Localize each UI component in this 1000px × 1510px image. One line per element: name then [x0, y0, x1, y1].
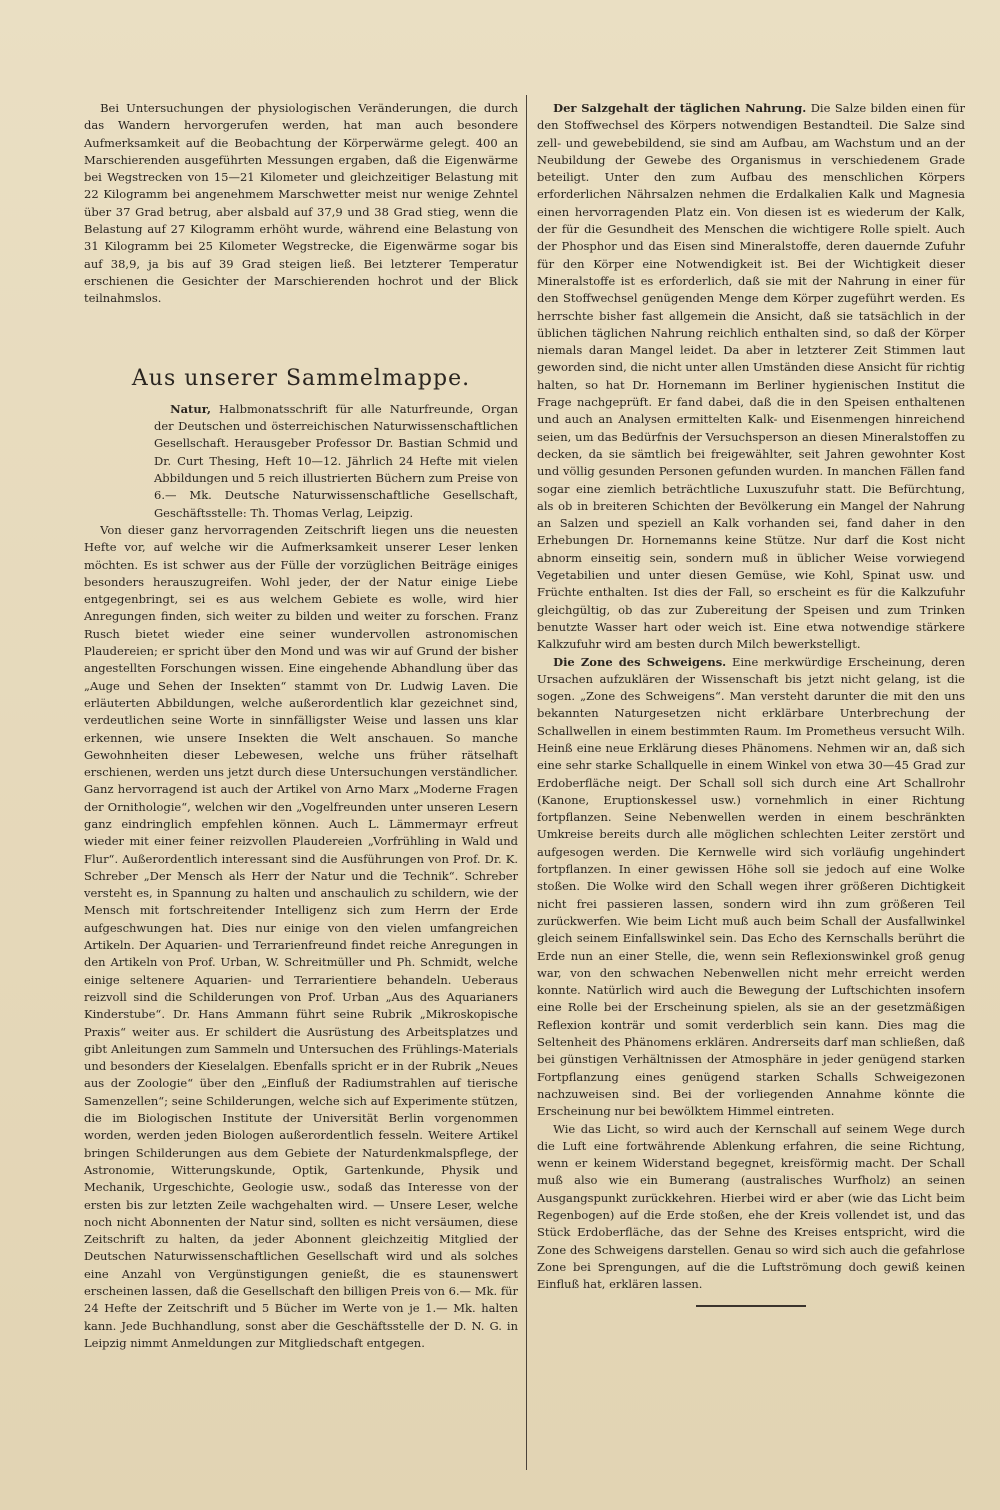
end-rule — [696, 1305, 806, 1307]
right-column — [537, 100, 965, 1307]
body-temperature-paragraph: Bei Untersuchungen der physiologischen Veränderungen, die durch das Wandern hervorgerufen werden, hat man auch besondere Aufmerksamkeit auf die Beobachtung der Körperwärme gelegt. 400 an Marschierenden ausgeführten Messungen ergaben, daß die Eigenwärme bei Wegstrecken von 15—21 Kilometer und gleichzeitiger Belastung mit 22 Kilogramm bei angenehmem Marschwetter meist nur wenige Zehntel über 37 Grad betrug, aber alsbald auf 37,9 und 38 Grad stieg, wenn die Belastung auf 27 Kilogramm erhöht wurde, während eine Belastung von 31 Kilogramm bei 25 Kilometer Wegstrecke, die Eigenwärme sogar bis auf 38,9, ja bis auf 39 Grad steigen ließ. Bei letzterer Temperatur erschienen die Gesichter der Marschierenden hochrot und der Blick teilnahmslos. — [84, 101, 518, 306]
salt-article — [537, 100, 965, 654]
book-entry-details: Halbmonatsschrift für alle Naturfreunde, Organ der Deutschen und österreichischen Naturwissenschaftlichen Gesellschaft. Herausgeber Professor Dr. Bastian Schmid und Dr. Curt Thesing, Heft 10—12. Jährlich 24 Hefte mit vielen Abbildungen und 5 reich illustrierten Büchern zum Preise von 6.— Mk. Deutsche Naturwissenschaftliche Gesellschaft, Geschäftsstelle: Th. Thomas Verlag, Leipzig. — [154, 401, 518, 520]
salt-article-title: Der Salzgehalt der täglichen Nahrung. — [553, 101, 807, 115]
silence-zone-closing-paragraph: Wie das Licht, so wird auch der Kernschall auf seinem Wege durch die Luft eine fortwährende Ablenkung erfahren, die seine Richtung, wenn er keinem Widerstand begegnet, kreisförmig macht. Der Schall muß also wie ein Bumerang (australisches Wurfholz) an seinen Ausgangspunkt zurückkehren. Hierbei wird er aber (wie das Licht beim Regenbogen) auf die Erde stoßen, ehe der Kreis vollendet ist, und das Stück Erdoberfläche, das der Sehne des Kreises entspricht, wird die Zone des Schweigens darstellen. Genau so wird sich auch die gefahrlose Zone bei Sprengungen, auf die die Luftströmung doch gewiß keinen Einfluß hat, erklären lassen. — [537, 1121, 965, 1292]
silence-zone-article — [537, 654, 965, 1121]
left-column — [84, 100, 518, 1352]
column-divider — [526, 95, 527, 1470]
salt-article-text: Die Salze bilden einen für den Stoffwechsel des Körpers notwendigen Bestandteil. Die Salze sind zell- und gewebebildend, sie sind am Aufbau, am Wachstum und an der Neubildung der Gewebe des Organismus in verschiedenem Grade beteiligt. Unter den zum Aufbau des menschlichen Körpers erforderlichen Nährsalzen nehmen die Erdalkalien Kalk und Magnesia einen hervorragenden Platz ein. Von diesen ist es wiederum der Kalk, der für die Gesundheit des Menschen die wichtigere Rolle spielt. Auch der Phosphor und das Eisen sind Mineralstoffe, deren dauernde Zufuhr für den Körper eine Notwendigkeit ist. Bei der Wichtigkeit dieser Mineralstoffe ist es erforderlich, daß sie mit der Nahrung in einer für den Stoffwechsel genügenden Menge dem Körper zugeführt werden. Es herrschte bisher fast allgemein die Ansicht, daß sie tatsächlich in der üblichen täglichen Nahrung reichlich enthalten sind, so daß der Körper niemals daran Mangel leidet. Da aber in letzterer Zeit Stimmen laut geworden sind, die nicht unter allen Umständen diese Ansicht für richtig halten, so hat Dr. Hornemann im Berliner hygienischen Institut die Frage nachgeprüft. Er fand dabei, daß die in den Speisen enthaltenen und auch an Analysen ermittelten Kalk- und Eisenmengen hinreichend seien, um das Bedürfnis der Versuchsperson an diesen Mineralstoffen zu decken, da sie sämtlich bei freigewählter, seit Jahren gewohnter Kost und völlig gesunden Personen gefunden wurden. In manchen Fällen fand sogar eine ziemlich beträchtliche Luxuszufuhr statt. Die Befürchtung, als ob in breiteren Schichten der Bevölkerung ein Mangel der Nahrung an Salzen und speziell an Kalk vorhanden sei, fand daher in den Erhebungen Dr. Hornemanns keine Stütze. Nur darf die Kost nicht abnorm einseitig sein, sondern muß in üblicher Weise vorwiegend Vegetabilien und unter diesen Gemüse, wie Kohl, Spinat usw. und Früchte enthalten. Ist dies der Fall, so erscheint es für die Kalkzufuhr gleichgültig, ob das zur Zubereitung der Speisen und zum Trinken benutzte Wasser hart oder weich ist. Eine etwa notwendige stärkere Kalkzufuhr wird am besten durch Milch bewerkstelligt. — [537, 101, 965, 652]
book-entry-header — [84, 401, 518, 522]
section-title: Aus unserer Sammelmappe. — [131, 365, 471, 391]
silence-zone-text: Eine merkwürdige Erscheinung, deren Ursachen aufzuklären der Wissenschaft bis jetzt nicht gelang, ist die sogen. „Zone des Schweigens“. Man versteht darunter die mit den uns bekannten Naturgesetzen nicht erklärbare Unterbrechung der Schallwellen in einem bestimmten Raum. Im Prometheus versucht Wilh. Heinß eine neue Erklärung dieses Phänomens. Nehmen wir an, daß sich eine sehr starke Schallquelle in einem Winkel von etwa 30—45 Grad zur Erdoberfläche neigt. Der Schall soll sich durch eine Art Schallrohr (Kanone, Eruptionskessel usw.) vornehmlich in einer Richtung fortpflanzen. Seine Nebenwellen werden in einem beschränkten Umkreise bereits durch alle möglichen schlechten Leiter zerstört und aufgesogen werden. Die Kernwelle wird sich vorläufig ungehindert fortpflanzen. In einer gewissen Höhe soll sie jedoch auf eine Wolke stoßen. Die Wolke wird den Schall wegen ihrer größeren Dichtigkeit nicht frei passieren lassen, sondern wird ihn zum größeren Teil zurückwerfen. Wie beim Licht muß auch beim Schall der Ausfallwinkel gleich seinem Einfallswinkel sein. Das Echo des Kernschalls berührt die Erde nun an einer Stelle, die, wenn sein Reflexionswinkel groß genug war, von den schwachen Nebenwellen nicht mehr erreicht werden konnte. Natürlich wird auch die Bewegung der Luftschichten insofern eine Rolle bei der Erscheinung spielen, als sie an der gesetzmäßigen Reflexion konträr und somit verderblich sein kann. Dies mag die Seltenheit des Phänomens erklären. Andrerseits darf man schließen, daß bei günstigen Verhältnissen der Atmosphäre in jeder genügend starken Fortpflanzung eines genügend starken Schalls Schweigezonen nachzuweisen sind. Bei der vorliegenden Annahme könnte die Erscheinung nur bei bewölktem Himmel eintreten. — [537, 654, 965, 1119]
book-review-paragraph: Von dieser ganz hervorragenden Zeitschrift liegen uns die neuesten Hefte vor, auf welche wir die Aufmerksamkeit unserer Leser lenken möchten. Es ist schwer aus der Fülle der vorzüglichen Beiträge einiges besonders herauszugreifen. Wohl jeder, der der Natur einige Liebe entgegenbringt, sei es aus welchem Gebiete es wolle, wird hier Anregungen finden, sich weiter zu bilden und weiter zu forschen. Franz Rusch bietet wieder eine seiner wundervollen astronomischen Plaudereien; er spricht über den Mond und was wir auf Grund der bisher angestellten Forschungen wissen. Eine eingehende Abhandlung über das „Auge und Sehen der Insekten“ stammt von Dr. Ludwig Laven. Die erläuterten Abbildungen, welche außerordentlich klar gezeichnet sind, verdeutlichen seine Worte in sinnfälligster Weise und lassen uns klar erkennen, wie unsere Insekten die Welt anschauen. So manche Gewohnheiten dieser Lebewesen, welche uns früher rätselhaft erschienen, werden uns jetzt durch diese Untersuchungen verständlicher. Ganz hervorragend ist auch der Artikel von Arno Marx „Moderne Fragen der Ornithologie“, welchen wir den „Vogelfreunden unter unseren Lesern ganz eindringlich empfehlen können. Auch L. Lämmermayr erfreut wieder mit einer feiner reizvollen Plaudereien „Vorfrühling in Wald und Flur“. Außerordentlich interessant sind die Ausführungen von Prof. Dr. K. Schreber „Der Mensch als Herr der Natur und die Technik“. Schreber versteht es, in Spannung zu halten und anschaulich zu schildern, wie der Mensch mit fortschreitender Intelligenz sich zum Herrn der Erde aufgeschwungen hat. Dies nur einige von den vielen umfangreichen Artikeln. Der Aquarien- und Terrarienfreund findet reiche Anregungen in den Artikeln von Prof. Urban, W. Schreitmüller und Ph. Schmidt, welche einige seltenere Aquarien- und Terrarientiere behandeln. Ueberaus reizvoll sind die Schilderungen von Prof. Urban „Aus des Aquarianers Kinderstube“. Dr. Hans Ammann führt seine Rubrik „Mikroskopische Praxis“ weiter aus. Er schildert die Ausrüstung des Arbeitsplatzes und gibt Anleitungen zum Sammeln und Untersuchen des Frühlings-Materials und besonders der Kieselalgen. Ebenfalls spricht er in der Rubrik „Neues aus der Zoologie“ über den „Einfluß der Radiumstrahlen auf tierische Samenzellen“; seine Schilderungen, welche sich auf Experimente stützen, die im Biologischen Institute der Universität Berlin vorgenommen worden, werden jeden Biologen außerordentlich fesseln. Weitere Artikel bringen Schilderungen aus dem Gebiete der Naturdenkmalspflege, der Astronomie, Witterungskunde, Optik, Gartenkunde, Physik und Mechanik, Urgeschichte, Geologie usw., sodaß das Interesse von der ersten bis zur letzten Zeile wachgehalten wird. — Unsere Leser, welche noch nicht Abonnenten der Natur sind, sollten es nicht versäumen, diese Zeitschrift zu halten, da jeder Abonnent gleichzeitig Mitglied der Deutschen Naturwissenschaftlichen Gesellschaft wird und als solches eine Anzahl von Vergünstigungen genießt, die es staunenswert erscheinen lassen, daß die Gesellschaft den billigen Preis von 6.— Mk. für 24 Hefte der Zeitschrift und 5 Bücher im Werte von je 1.— Mk. halten kann. Jede Buchhandlung, sonst aber die Geschäftsstelle der D. N. G. in Leipzig nimmt Anmeldungen zur Mitgliedschaft entgegen. — [84, 522, 518, 1350]
book-entry-title: Natur, — [170, 401, 211, 416]
silence-zone-title: Die Zone des Schweigens. — [553, 654, 727, 669]
